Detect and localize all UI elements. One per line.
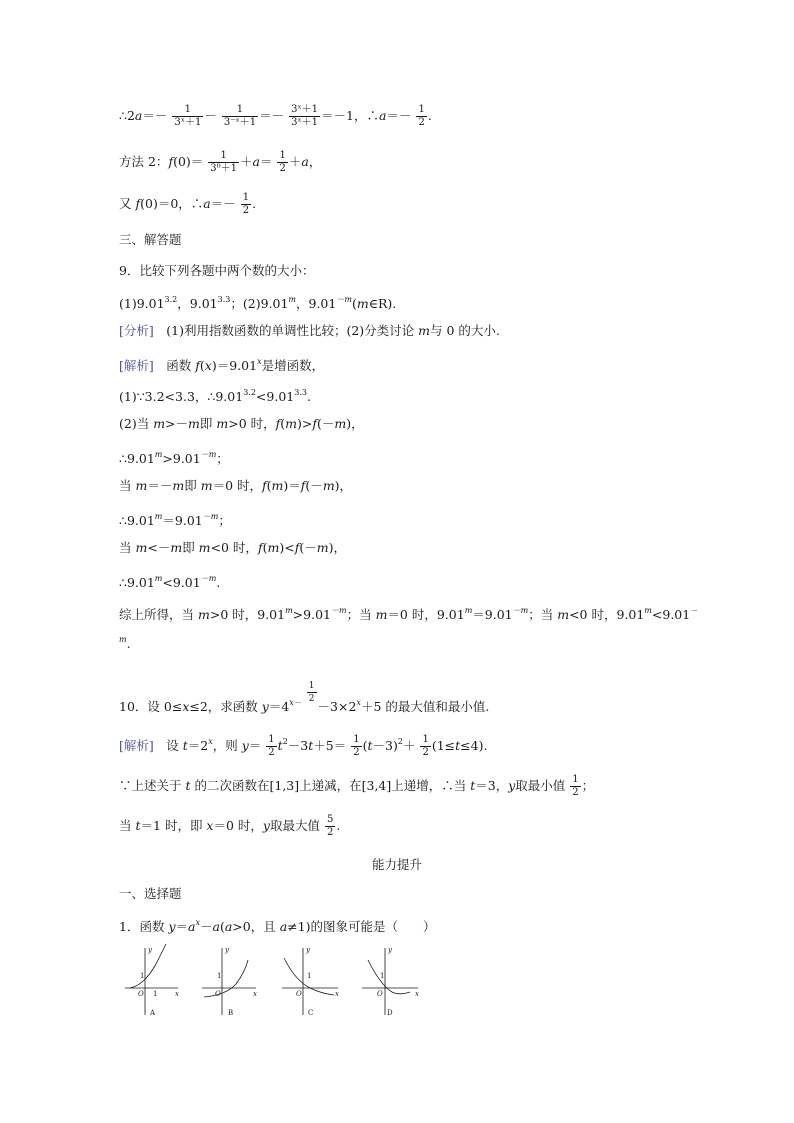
analysis-line: [分析] (1)利用指数函数的单调性比较；(2)分类讨论 m与 0 的大小. xyxy=(119,323,500,338)
summary-line: 综上所得，当 m>0 时，$9.01^m>9.01^{-m}$；当 m＝0 时，$9.01^m=9.01^{-m}$；当 m<0 时，$9.01^m<9.01^-$ xyxy=(119,606,699,622)
svg-text:x: x xyxy=(415,990,419,998)
svg-text:1: 1 xyxy=(140,972,145,980)
summary-line-wrap: $^m$. xyxy=(119,635,131,651)
fraction: $\frac{1}{\text{3ˣ＋1}}$ xyxy=(174,104,202,128)
svg-text:B: B xyxy=(228,1009,234,1017)
question-9-parts: $(1)9.01^{3.2}$，$9.01^{3.3}$；(2)9.01$^m$，$9.01^{-m}(m\in R)$. xyxy=(119,295,397,311)
solution-10-line-3: 当 t＝1 时，即 x＝0 时，y取最大值 $\frac{5}{2}$ . xyxy=(119,814,341,838)
svg-text:O: O xyxy=(138,990,144,998)
graph-option-d[interactable] xyxy=(362,946,419,1017)
fraction: $\frac{5}{2}$ xyxy=(326,814,334,838)
solution-10-line-1: [解析] 设 $t=2^x$，则 y＝ $\frac{1}{2}$ $t^2-3t+5=$ $\frac{1}{2}$ $(t-3)^2+$ $\frac{1}{2}$ (1≤t≤4). xyxy=(119,734,488,758)
section-title-ability: 能力提升 xyxy=(371,857,422,872)
fraction: $\frac{1}{2}$ xyxy=(242,192,250,216)
svg-text:x: x xyxy=(253,990,257,998)
fraction: $\frac{1}{2}$ xyxy=(572,774,579,798)
fraction: $\frac{\text{3ˣ＋1}}{\text{3ˣ＋1}}$ xyxy=(291,104,319,128)
fraction: $\frac{1}{2}$ xyxy=(353,734,360,758)
svg-text:y: y xyxy=(148,946,152,954)
choice-question-1: 1．函数 $y=a^x-a(a>0$，且 a≠1)的图象可能是（ ） xyxy=(119,918,436,934)
question-9: 9．比较下列各题中两个数的大小： xyxy=(119,263,315,278)
solution-part-2-case-1: (2)当 m>－m即 m>0 时，f(m)>f(－m)， xyxy=(119,416,364,431)
fraction: $\frac{1}{2}$ xyxy=(418,104,425,128)
svg-text:x: x xyxy=(335,990,339,998)
svg-text:1: 1 xyxy=(153,990,158,998)
svg-text:y: y xyxy=(225,946,229,954)
fraction: $\frac{1}{2}$ xyxy=(268,734,275,758)
svg-text:y: y xyxy=(388,946,392,954)
solution-line-1: ∴2a＝－ $\frac{1}{\text{3ˣ＋1}}$ － $\frac{1}{\text{3⁻ˣ＋1}}$ ＝－ $\frac{\text{3ˣ＋1}}{\text{3ˣ＋1}}$ ＝－1，∴a＝－ $\frac{1}{2}$ . xyxy=(119,104,432,128)
fraction: $\frac{1}{2}$ xyxy=(422,734,429,758)
solution-intro: [解析] 函数 $f(x)=9.01^x$是增函数， xyxy=(119,357,325,373)
question-10: 10．设 0≤x≤2，求函数 $y=4^{x-}$ $\frac{1}{2}$ $-3\times 2^x+5$ 的最大值和最小值. xyxy=(119,681,490,714)
graph-option-b[interactable] xyxy=(202,946,257,1017)
svg-text:y: y xyxy=(306,946,310,954)
solution-part-2-case-2: 当 m＝－m即 m＝0 时，f(m)＝f(－m)， xyxy=(119,478,353,493)
solution-part-1: (1)∵3.2<3.3，$\therefore 9.01^{3.2}<9.01^{3.3}$. xyxy=(119,388,311,404)
fraction: $\frac{1}{2}$ xyxy=(279,150,286,174)
svg-text:O: O xyxy=(215,990,221,998)
fraction: $\frac{1}{2}$ xyxy=(308,681,315,704)
section-heading: 三、解答题 xyxy=(119,232,182,247)
solution-line-3: 又 f(0)＝0，∴a＝－ $\frac{1}{2}$ . xyxy=(119,192,257,216)
graph-option-c[interactable] xyxy=(282,946,339,1017)
solution-10-line-2: ∵上述关于 t 的二次函数在[1,3]上递减，在[3,4]上递增，∴当 t＝3，y取最小值 $\frac{1}{2}$ ； xyxy=(119,774,595,798)
svg-text:1: 1 xyxy=(217,972,222,980)
svg-text:1: 1 xyxy=(380,972,385,980)
svg-text:A: A xyxy=(150,1009,156,1017)
svg-text:1: 1 xyxy=(307,972,312,980)
solution-conclusion-1: $\therefore 9.01^m>9.01^{-m}$； xyxy=(119,450,229,466)
fraction: $\frac{1}{\text{3⁰＋1}}$ xyxy=(210,150,238,174)
svg-text:D: D xyxy=(387,1009,393,1017)
section-heading-choice: 一、选择题 xyxy=(119,886,182,901)
solution-line-2: 方法 2：f(0)＝ $\frac{1}{\text{3⁰＋1}}$ ＋a＝ $\frac{1}{2}$ ＋a， xyxy=(119,150,322,174)
solution-conclusion-2: $\therefore 9.01^m=9.01^{-m}$； xyxy=(119,512,231,528)
answer-options-graphs xyxy=(120,940,430,1020)
svg-text:O: O xyxy=(296,990,302,998)
fraction: $\frac{1}{\text{3⁻ˣ＋1}}$ xyxy=(223,104,257,128)
solution-conclusion-3: $\therefore 9.01^m<9.01^{-m}$. xyxy=(119,574,221,590)
graph-option-a[interactable] xyxy=(125,944,179,1017)
svg-text:C: C xyxy=(308,1009,314,1017)
solution-part-2-case-3: 当 m<－m即 m<0 时，f(m)<f(－m)， xyxy=(119,540,346,555)
svg-text:x: x xyxy=(175,990,179,998)
svg-text:O: O xyxy=(377,990,383,998)
